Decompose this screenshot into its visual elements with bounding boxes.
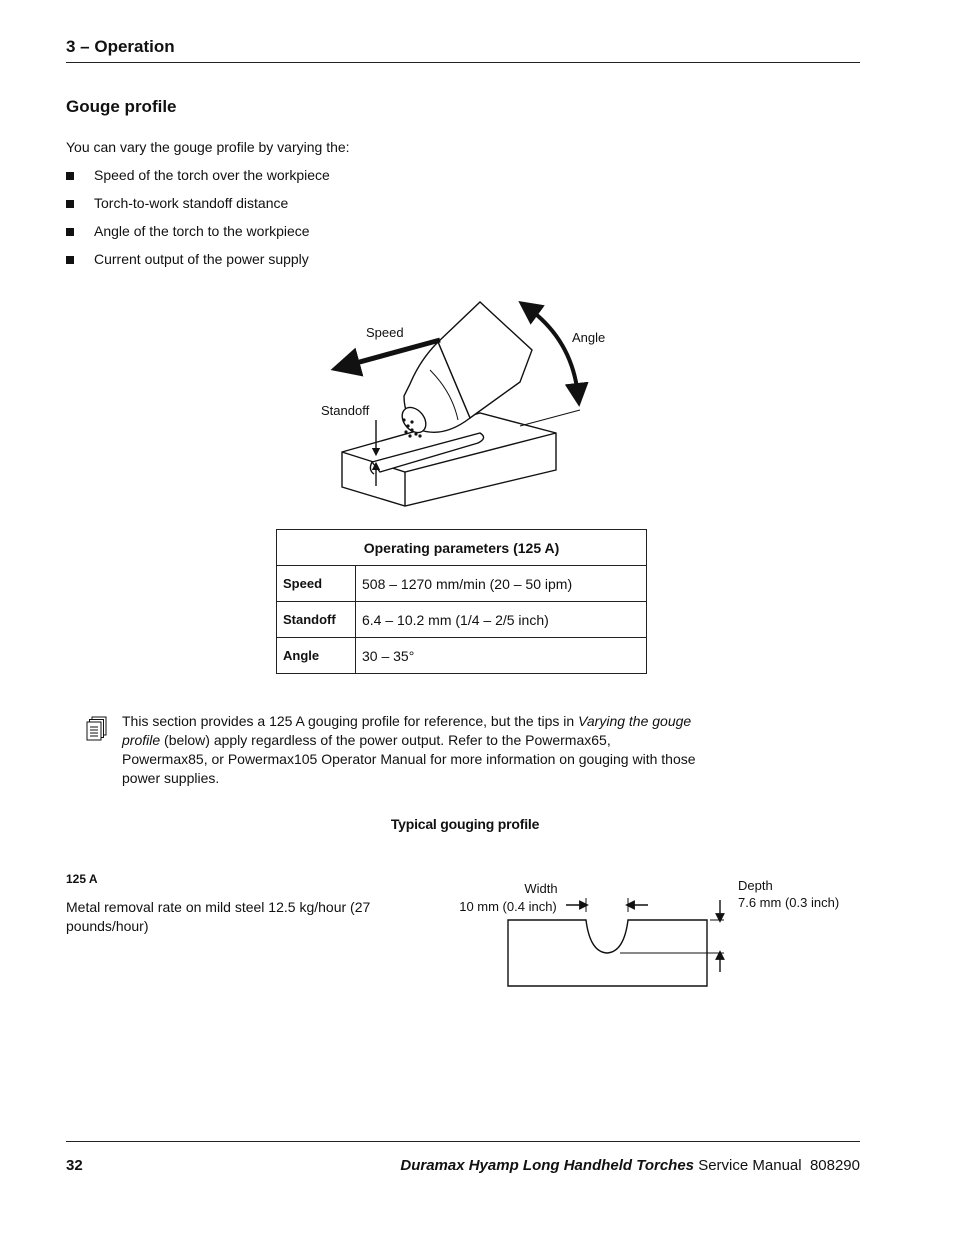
table-key: Speed [277, 566, 356, 602]
profile-title: Typical gouging profile [390, 816, 540, 832]
chapter-heading: 3 – Operation [66, 37, 175, 56]
depth-value: 7.6 mm (0.3 inch) [738, 895, 840, 910]
table-value: 30 – 35° [356, 638, 647, 674]
angle-reference-line [520, 410, 580, 426]
gouge-profile-diagram [0, 860, 954, 1000]
table-value: 508 – 1270 mm/min (20 – 50 ipm) [356, 566, 647, 602]
bullet-text: Torch-to-work standoff distance [94, 195, 289, 211]
page-number: 32 [66, 1157, 83, 1174]
removal-rate-text: Metal removal rate on mild steel 12.5 kg/hour (27 pounds/hour) [66, 899, 371, 934]
width-label: Width [524, 881, 558, 896]
note-pages-icon [86, 716, 108, 742]
footer-rule [66, 1141, 860, 1142]
angle-label: Angle [572, 330, 606, 345]
product-name: Duramax Hyamp Long Handheld Torches [400, 1157, 695, 1174]
doc-type: Service Manual [698, 1157, 802, 1174]
intro-text: You can vary the gouge profile by varying the: [66, 139, 350, 155]
table-key: Standoff [277, 602, 356, 638]
table-title: Operating parameters (125 A) [277, 530, 647, 566]
section-title: Gouge profile [66, 97, 177, 116]
note-text: This section provides a 125 A gouging profile for reference, but the tips in Varying the gouge profile (below) apply regardless of the power output. Refer to the Powermax65, Powermax85, or Powermax105 Operator Manual for more information on gouging with those power supplies. [122, 713, 696, 786]
table-row [277, 566, 647, 602]
profile-current: 125 A [66, 872, 98, 886]
note-reference: Varying the gouge profile [122, 713, 692, 748]
bullet-text: Current output of the power supply [94, 251, 309, 267]
operating-parameters-table [276, 529, 647, 674]
table-key: Angle [277, 638, 356, 674]
width-value: 10 mm (0.4 inch) [459, 899, 557, 914]
doc-number: 808290 [809, 1157, 860, 1174]
speed-label: Speed [366, 325, 404, 340]
angle-arrow [528, 308, 578, 395]
depth-label: Depth [738, 878, 773, 893]
bullet-text: Speed of the torch over the workpiece [94, 167, 330, 183]
standoff-label: Standoff [321, 403, 370, 418]
footer-title [400, 1157, 860, 1174]
table-value: 6.4 – 10.2 mm (1/4 – 2/5 inch) [356, 602, 647, 638]
torch-body [397, 302, 532, 438]
torch-illustration [0, 0, 954, 520]
bullet-text: Angle of the torch to the workpiece [94, 223, 310, 239]
table-row [277, 602, 647, 638]
table-row [277, 638, 647, 674]
